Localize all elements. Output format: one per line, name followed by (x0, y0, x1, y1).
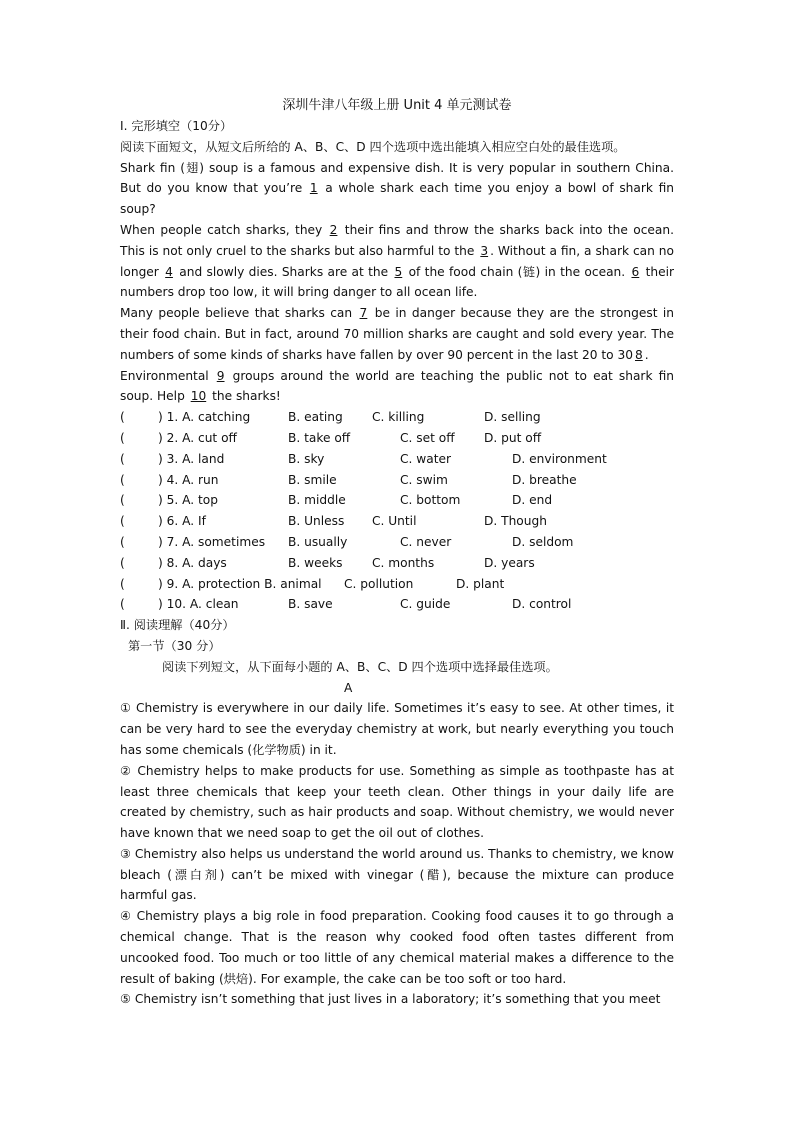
blank-1: 1 (309, 181, 318, 196)
text-run: and slowly dies. Sharks are at the (174, 264, 393, 279)
option-c: C. never (400, 534, 452, 549)
option-c: C. water (400, 451, 451, 466)
option-a: ) 4. A. run (158, 472, 219, 487)
option-b: B. eating (288, 410, 343, 425)
option-d: D. selling (484, 410, 541, 425)
option-c: C. swim (400, 472, 448, 487)
option-c: C. Until (372, 514, 417, 529)
option-a: ) 7. A. sometimes (158, 534, 266, 549)
answer-paren: ( (120, 576, 125, 591)
text-run: Environmental (120, 368, 215, 383)
text-run: their numbers drop too low, it will bring danger to all ocean life. (120, 264, 674, 300)
option-c: C. pollution (344, 576, 414, 591)
option-d: D. environment (512, 451, 607, 466)
option-c: C. months (372, 555, 435, 570)
blank-6: 6 (631, 264, 640, 279)
option-row (120, 490, 674, 511)
option-a: ) 10. A. clean (158, 597, 239, 612)
section2-heading: Ⅱ. 阅读理解（40分） (120, 618, 235, 633)
option-c: C. killing (372, 410, 425, 425)
cloze-paragraph-1 (120, 158, 674, 220)
paragraph-marker: ⑤ (120, 992, 131, 1007)
option-a: ) 8. A. days (158, 555, 227, 570)
option-row (120, 449, 674, 470)
text-run: When people catch sharks, they (120, 222, 328, 237)
answer-paren: ( (120, 514, 125, 529)
option-row (120, 553, 674, 574)
answer-paren: ( (120, 534, 125, 549)
blank-4: 4 (165, 264, 173, 279)
option-a: ) 2. A. cut off (158, 430, 237, 445)
cloze-paragraph-4 (120, 366, 674, 408)
answer-paren: ( (120, 597, 125, 612)
option-row (120, 470, 674, 491)
text-run: be in danger because they are the strongest in their food chain. But in fact, around 70 million sharks are caught and sold every year. The numbers of some kinds of sharks have fallen by over 90 percent in the last 20 to 30 (120, 306, 674, 362)
blank-8: 8 (634, 347, 643, 362)
option-b: B. middle (288, 493, 346, 508)
reading-paragraph-2 (120, 761, 674, 844)
answer-paren: ( (120, 555, 125, 570)
blank-2: 2 (329, 222, 338, 237)
option-d: D. Though (484, 514, 547, 529)
reading-paragraph-5 (120, 989, 674, 1010)
reading-paragraph-3 (120, 844, 674, 906)
section1-instruction: 阅读下面短文，从短文后所给的 A、B、C、D 四个选项中选出能填入相应空白处的最佳选项。 (120, 139, 626, 154)
paragraph-text: Chemistry is everywhere in our daily life. Sometimes it’s easy to see. At other times, it can be very hard to see the everyday chemistry at work, but nearly everything you touch has some chemicals (化学物质) in it. (120, 701, 674, 757)
text-run: a whole shark each time you enjoy a bowl of shark fin soup? (120, 181, 674, 217)
paragraph-text: Chemistry isn’t something that just lives in a laboratory; it’s something that you meet (134, 992, 661, 1007)
answer-paren: ( (120, 472, 125, 487)
option-d: D. put off (484, 430, 542, 445)
section2-part-label: 第一节（30 分） (128, 638, 221, 653)
text-run: groups around the world are teaching the public not to eat shark fin soup. Help (120, 368, 674, 404)
text-run: of the food chain (链) in the ocean. (404, 264, 630, 279)
answer-paren: ( (120, 493, 125, 508)
option-row (120, 511, 674, 532)
text-run: . Without a fin, a shark can no longer (120, 243, 674, 279)
option-c: C. guide (400, 597, 451, 612)
option-row (120, 574, 674, 595)
text-run: Shark fin (翅) soup is a famous and expensive dish. It is very popular in southern China. But do you know that you’re (120, 160, 674, 196)
paragraph-text: Chemistry also helps us understand the world around us. Thanks to chemistry, we know bleach (漂白剂) can’t be mixed with vinegar (醋), because the mixture can produce harmful gas. (120, 846, 674, 903)
blank-5: 5 (394, 264, 403, 279)
option-b: B. save (288, 597, 333, 612)
option-c: C. bottom (400, 493, 461, 508)
option-b: B. sky (288, 451, 325, 466)
option-a: ) 5. A. top (158, 493, 218, 508)
option-row (120, 428, 674, 449)
answer-paren: ( (120, 430, 125, 445)
text-run: the sharks! (208, 389, 281, 404)
reading-paragraph-1 (120, 698, 674, 760)
blank-3: 3 (480, 243, 489, 258)
option-d: D. breathe (512, 472, 577, 487)
option-d: D. end (512, 493, 553, 508)
section1-heading: Ⅰ. 完形填空（10分） (120, 119, 233, 133)
reading-paragraph-4 (120, 906, 674, 989)
text-run: their fins and throw the sharks back into the ocean. This is not only cruel to the sharks but also harmful to the (120, 222, 674, 258)
option-c: C. set off (400, 430, 455, 445)
option-row (120, 532, 674, 553)
paragraph-marker: ① (120, 701, 132, 716)
cloze-paragraph-3 (120, 303, 674, 365)
option-b: B. usually (288, 534, 348, 549)
option-a: ) 3. A. land (158, 451, 225, 466)
option-d: D. plant (456, 576, 505, 591)
text-run: Many people believe that sharks can (120, 306, 358, 321)
option-b: B. weeks (288, 555, 343, 570)
option-row (120, 594, 674, 615)
option-d: D. years (484, 555, 535, 570)
paragraph-text: Chemistry plays a big role in food preparation. Cooking food causes it to go through a chemical change. That is the reason why cooked food often tastes different from uncooked food. Too much or too little of any chemical material makes a difference to the result of baking (烘焙). For example, the cake can be too soft or too hard. (120, 909, 674, 986)
option-d: D. control (512, 597, 572, 612)
options-list (120, 407, 674, 615)
blank-7: 7 (359, 306, 368, 321)
option-b: B. take off (288, 430, 351, 445)
blank-10: 10 (190, 389, 207, 404)
paragraph-text: Chemistry helps to make products for use. Something as simple as toothpaste has at least three chemicals that keep your teeth clean. Other things in your daily life are created by chemistry, such as hair products and soap. Without chemistry, we would never have known that we need soap to get the oil out of clothes. (120, 763, 674, 841)
blank-9: 9 (216, 368, 225, 383)
text-run: . (644, 347, 649, 362)
option-row (120, 407, 674, 428)
cloze-paragraph-2 (120, 220, 674, 303)
answer-paren: ( (120, 410, 125, 425)
option-b: B. Unless (288, 514, 345, 529)
option-a: ) 6. A. If (158, 514, 206, 529)
option-b: B. smile (288, 472, 337, 487)
option-a: ) 1. A. catching (158, 410, 251, 425)
option-a: ) 9. A. protection B. animal (158, 576, 322, 591)
page-title: 深圳牛津八年级上册 Unit 4 单元测试卷 (282, 98, 512, 113)
passage-label: A (344, 680, 353, 695)
option-d: D. seldom (512, 534, 574, 549)
paragraph-marker: ④ (120, 909, 132, 924)
section2-instruction: 阅读下列短文，从下面每小题的 A、B、C、D 四个选项中选择最佳选项。 (162, 659, 558, 674)
answer-paren: ( (120, 451, 125, 466)
paragraph-marker: ② (120, 763, 133, 778)
document-page (120, 96, 674, 1010)
paragraph-marker: ③ (120, 846, 131, 861)
